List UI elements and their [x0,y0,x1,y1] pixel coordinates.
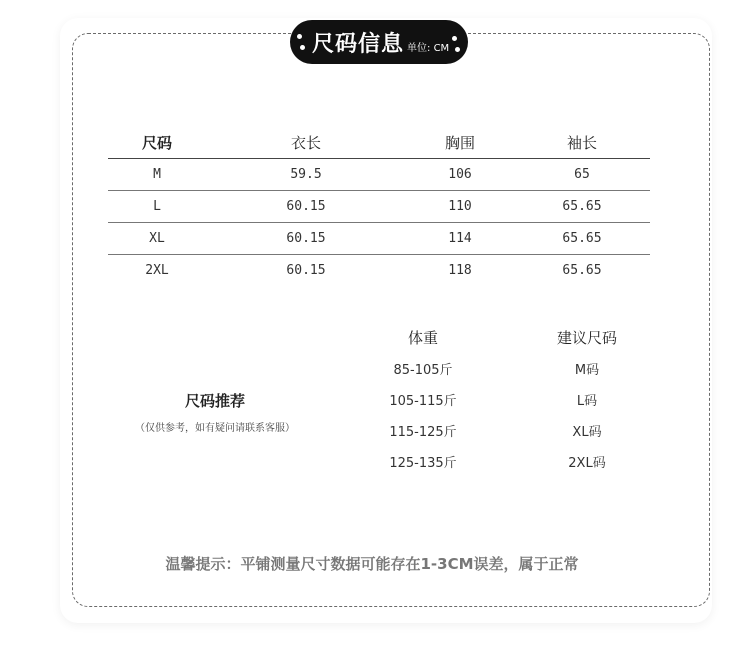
table-cell: 110 [448,199,472,214]
table-cell: 65.65 [562,231,602,246]
column-header: 衣长 [290,133,321,152]
table-cell: M码 [574,363,600,378]
table-cell: L [153,199,161,214]
table-row [108,223,650,255]
table-cell: 2XL [145,263,169,278]
table-row [108,159,650,191]
table-row [372,384,700,415]
table-cell: 118 [448,263,472,278]
column-header: 袖长 [566,133,597,152]
column-header: 尺码 [141,133,172,152]
table-cell: 115-125斤 [389,425,457,440]
column-header: 建议尺码 [556,329,617,347]
column-header: 胸围 [444,133,475,152]
table-cell: M [153,167,161,182]
table-cell: 59.5 [290,167,322,182]
table-cell: 65.65 [562,199,602,214]
table-cell: L码 [576,394,598,409]
page-title: 尺码信息 [312,31,405,57]
table-cell: 60.15 [286,263,326,278]
table-cell: 60.15 [286,199,326,214]
recommendation-note: （仅供参考，如有疑问请联系客服） [135,423,295,434]
table-cell: 65 [574,167,590,182]
table-header-row [108,126,650,159]
table-cell: 105-115斤 [389,394,457,409]
decor-dot [452,36,457,41]
table-cell: 60.15 [286,231,326,246]
table-cell: 85-105斤 [393,363,453,378]
footer-tip: 温馨提示：平铺测量尺寸数据可能存在1-3CM误差，属于正常 [165,555,579,573]
table-row [372,415,700,446]
table-cell: 2XL码 [568,456,606,471]
table-cell: XL码 [572,425,602,440]
column-header: 体重 [407,329,438,347]
table-row [108,191,650,223]
decor-dot [455,47,460,52]
table-row [108,255,650,287]
recommendation-table [372,322,700,477]
table-cell: 125-135斤 [389,456,457,471]
decor-dot [297,34,302,39]
recommendation-title: 尺码推荐 [184,392,245,410]
table-row [372,446,700,477]
dashed-frame [72,33,710,607]
table-cell: 114 [448,231,472,246]
title-badge [290,20,468,64]
unit-label: 单位: CM [407,42,450,54]
size-table [108,126,650,286]
table-header-row [372,322,700,353]
table-cell: 65.65 [562,263,602,278]
table-cell: XL [149,231,165,246]
table-row [372,353,700,384]
decor-dot [300,45,305,50]
table-cell: 106 [448,167,472,182]
